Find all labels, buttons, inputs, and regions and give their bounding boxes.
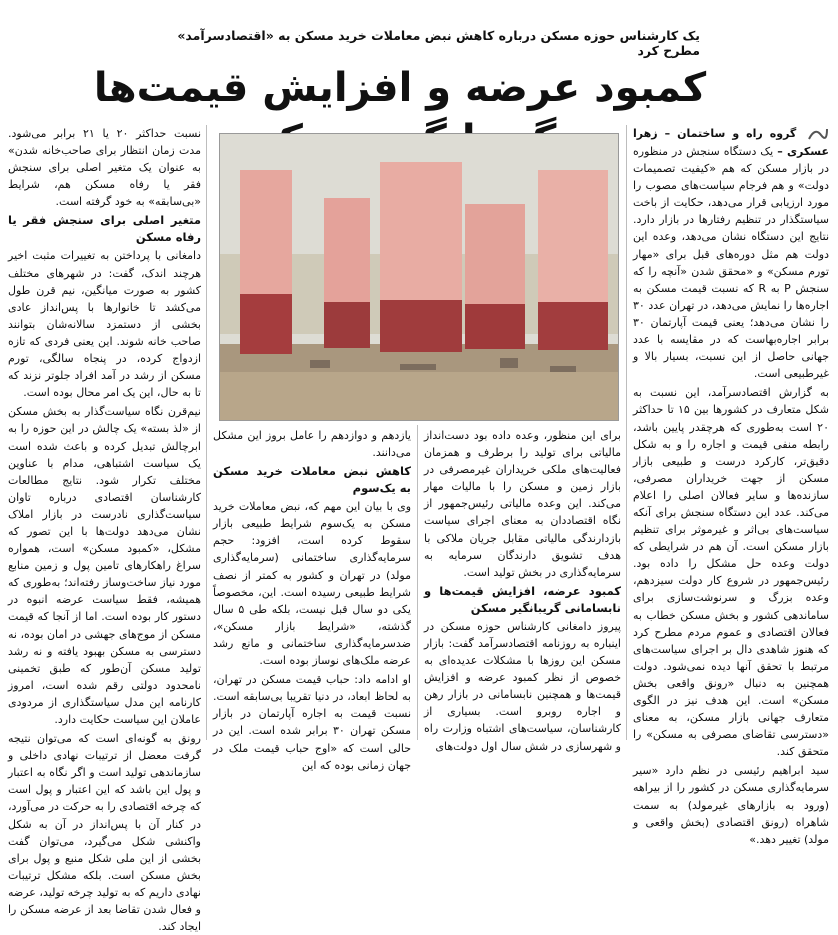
subheading: کاهش نبض معاملات خرید مسکن به یک‌سوم [213,464,411,496]
byline: گروه راه و ساختمان – زهرا عسکری – [633,127,830,158]
paragraph: برای این منظور، وعده داده بود دست‌انداز مالیاتی برای تولید را برطرف و همزمان فعالیت‌های ملکی خریداران غیرمصرفی در بازار زمین و مسکن را با مالیات مهار می‌کند. این وعده مالیاتی رئیس‌جمهور از نگاه اقتصاددان به معنای اجرای سیاست بازدارندگی مالیاتی مقابل جریان ملاکی با هدف تشویق دارندگان سرمایه به سرمایه‌گذاری در بخش تولید است. [424,429,621,579]
column-divider [417,425,418,740]
paragraph: دامغانی با پرداختن به تغییرات مثبت اخیر هرچند اندک، گفت: در شهرهای مختلف کشور به صورت میانگین، نیم قرن طول می‌کشد تا خانوارها با پس‌انداز عادی بخشی از دستمزد سالانه‌شان بتوانند صاحب خانه شوند. این یعنی فردی که تازه ازدواج کرده، در پنجاه سالگی، تورم مسکن از رشد در آمد افراد جلوتر نزند که تا به حال، این یک امر محال بوده است. [8,249,201,400]
column-divider [626,125,627,740]
column-right [633,125,830,846]
photo-apartment-towers [219,133,619,421]
paragraph: وی با بیان این مهم که، نبض معاملات خرید مسکن به یک‌سوم شرایط طبیعی بازار سقوط کرده است، افزود: حجم سرمایه‌گذاری ساختمانی (سرمایه‌گذاری مولد) در تهران و کشور به کمتر از نصف شرایط طبیعی رسیده است. این، مخصوصاً یکی دو سال قبل نیست، بلکه طی ۵ سال گذشته، «شرایط بازار مسکن»، ضدسرمایه‌گذاری ساختمانی و مانع رشد عرضه ملک‌های نوساز بوده است. [213,500,411,668]
subheading: متغیر اصلی برای سنجش فقر یا رفاه مسکن [8,213,201,245]
kicker: یک کارشناس حوزه مسکن درباره کاهش نبض معاملات خرید مسکن به «اقتصادسرآمد» مطرح کرد [177,28,700,58]
paragraph: یازدهم و دوازدهم را عامل بروز این مشکل می‌دانند. [213,429,411,460]
building-4 [465,204,525,349]
column-middle-left [213,427,411,772]
paragraph: به گزارش اقتصادسرآمد، این نسبت به شکل متعارف در کشورها بین ۱۵ تا حداکثر ۲۰ است به‌طوری که هرچقدر پایین باشد، رابطه منفی قیمت و اجاره را و به شکل دقیق‌تر، کارکرد درست و طبیعی بازار مسکن از جهت خریداران مصرفی، سازنده‌ها و سایر فعالان اصلی را اعلام می‌کند. عدد این دستگاه سنجش برای آنکه سیاست‌های بی‌اثر و غیرموثر برای تنظیم بازار مسکن است. آن هم در شرایطی که دولت وعده حل مشکل را داده بود. رئیس‌جمهور در شروع کار دولت سیزدهم، وعده بزرگ و سرنوشت‌سازی برای ساماندهی کشور و بخش مسکن خطاب به فعالان اقتصادی و عموم مردم مطرح کرد که هنوز شاهدی دال بر اجرای سیاست‌های مرتبط با تحقق آنها دیده نمی‌شود. دولت همچنین به دنبال «رونق واقعی بخش مسکن» است. این هدف نیز در الگوی متعارف جهانی بازار مسکن، به معنای «دسترسی تقاضای مصرفی به مسکن» را متحقق کند. [633,386,829,759]
headline: کمبود عرضه و افزایش قیمت‌ها [93,65,707,111]
paragraph: یک دستگاه سنجش در منظوره در بازار مسکن که هم «کیفیت تصمیمات دولت» و هم فرجام سیاست‌های مصوب را مورد ارزیابی قرار می‌دهد، حکایت از باخت سیاستگذار در تنظیم رفتارها در بازار دارد. نتایج این دستگاه نشان می‌دهد، وعده این دولت هم مثل دوره‌های قبل برای «مهار تورم مسکن» و «محقق شدن «آنچه را که سنجش P به R که نسبت قیمت مسکن به اجاره‌ها را نمایش می‌دهد، در تهران عدد ۳۰ را نشان می‌دهد؛ یعنی قیمت آپارتمان ۳۰ برابر اجاره‌بهاست که در مقایسه با عدد جهانی حاصل از این نسبت، بسیار بالا و غیرطبیعی است. [633,145,829,381]
column-left [8,125,202,934]
paragraph: سید ابراهیم رئیسی در نظم دارد «سیر سرمایه‌گذاری مسکن در کشور را از بیراهه (ورود به بازارهای غیرمولد) به سمت شاهراه (رونق اقتصادی (بخش واقعی و مولد) تغییر دهد.» [633,764,829,846]
building-5 [538,170,608,350]
paragraph: نسبت حداکثر ۲۰ یا ۲۱ برابر می‌شود. مدت زمان انتظار برای صاحب‌خانه شدن» به عنوان یک متغیر اصلی برای سنجش فقر یا رفاه مسکن هم، شرایط «بی‌سابقه» به خود گرفته است. [8,127,202,209]
building-2 [324,198,370,348]
building-3 [380,162,462,352]
column-middle-right [424,427,621,753]
paragraph: رونق به گونه‌ای است که می‌توان نتیجه گرفت معضل از ترتیبات نهادی داخلی و سازماندهی تولید است و اگر نگاه به اعتبار و پول این باشد که این اعتبار و پول است که چرخه اقتصادی را به حرکت در می‌آورد، در کنار آن با پس‌انداز در آن به شکل واکنشی شکل می‌گیرد، می‌توان گفت بخشی از این ملی شکل منبع و پول برای بخش مسکن است. بلکه مشکل ترتیبات نهادی داریم که به تولید چرخه تولید، عرضه و فعال شدن تقاضا بعد از عرضه مسکن را ایجاد کند. [8,732,201,934]
paragraph: پیروز دامغانی کارشناس حوزه مسکن در اینباره به روزنامه اقتصادسرآمد گفت: بازار مسکن این روزها با مشکلات عدیده‌ای به خصوص از نظر کمبود عرضه و افزایش قیمت‌ها و همچنین نابسامانی در بازار رهن و اجاره روبرو است. بسیاری از کارشناسان، سیاست‌های اشتباه وزارت راه و شهرسازی در شش سال اول دولت‌های [424,619,621,753]
building-1 [240,170,292,354]
paragraph: نیم‌قرن نگاه سیاست‌گذار به بخش مسکن از «لذ بسته» یک چالش در این حوزه را به ابرچالش تبدیل کرده و باعث شده است یک سیاست اشتباهی، مدام با عناوین مختلف تکرار شود. نتایج مطالعات کارشناسان اقتصادی درباره تاوان سیاست‌گذاری نادرست در بازار املاک نشان می‌دهد دولت‌ها با این تصور که مشکل، «کمبود مسکن» است، همواره سراغ راهکارهای تامین پول و زمین منابع مورد نیاز ساخت‌وساز رفته‌اند؛ به‌طوری که همیشه، فقط سیاست عرضه انبوه در دستور کار بوده است. اما از آنجا که قیمت مسکن از موج‌های جهشی در امان بوده، نه دسترسی به مسکن بهبود یافته و نه رشد تولید مسکن آن‌طور که طبق تخمینی نامحدود دولتی رقم شده است، امروز کارنامه این مدل سیاستگذاری از مردودی عاملان این سیاست حکایت دارد. [8,405,201,726]
section-logo [807,125,829,143]
paragraph: او ادامه داد: حباب قیمت مسکن در تهران، به لحاظ ابعاد، در دنیا تقریبا بی‌سابقه است. نسبت قیمت به اجاره آپارتمان در بازار مسکن تهران ۳۰ برابر شده است. این در حالی است که «اوج حباب قیمت ملک در جهان زمانی بوده که این [213,673,411,772]
subheading: کمبود عرضه، افزایش قیمت‌ها و نابسامانی گریبانگیر مسکن [424,583,621,615]
column-divider [206,125,207,740]
